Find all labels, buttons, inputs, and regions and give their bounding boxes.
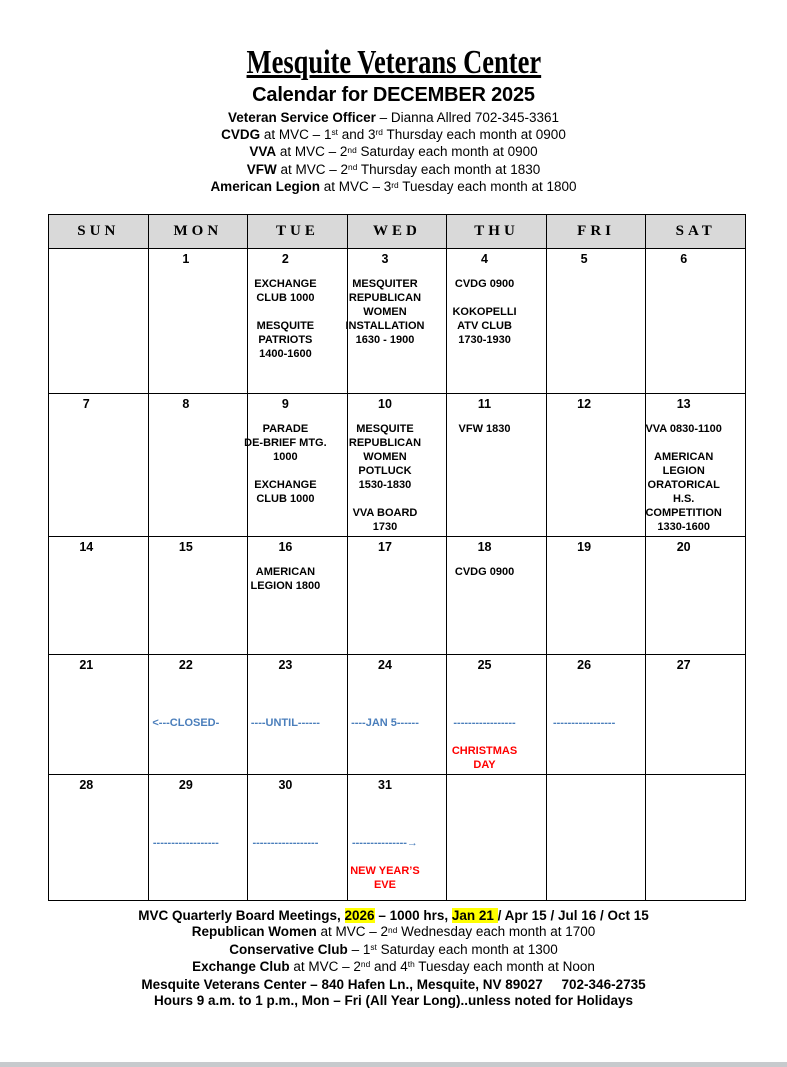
day-cell-17 bbox=[347, 536, 447, 654]
text-segment: CVDG bbox=[221, 126, 261, 142]
event-block bbox=[645, 450, 721, 534]
text-segment: – Dianna Allred 702-345-3361 bbox=[375, 110, 559, 126]
event-line: CVDG 0900 bbox=[454, 565, 515, 578]
calendar-week-row-2 bbox=[49, 393, 746, 536]
event-line: CVDG 0900 bbox=[454, 277, 515, 290]
event-line: MESQUITE bbox=[256, 319, 315, 332]
day-events bbox=[436, 277, 533, 347]
day-number: 7 bbox=[82, 396, 90, 411]
text-segment: Thursday each month at 1830 bbox=[357, 161, 541, 177]
event-line: PARADE bbox=[262, 422, 309, 435]
day-cell-26 bbox=[546, 654, 646, 774]
day-events bbox=[237, 803, 334, 850]
day-events bbox=[436, 683, 533, 772]
day-number: 6 bbox=[680, 251, 688, 266]
text-segment: Tuesday each month at 1800 bbox=[398, 179, 577, 195]
day-number: 16 bbox=[278, 539, 293, 554]
calendar-page bbox=[0, 44, 787, 1009]
text-segment: Republican Women bbox=[191, 924, 317, 940]
day-number: 17 bbox=[378, 539, 392, 554]
day-cell-3 bbox=[347, 248, 447, 393]
day-cell-19 bbox=[546, 536, 646, 654]
event-block bbox=[257, 319, 314, 361]
day-events bbox=[337, 803, 434, 892]
day-cell-22 bbox=[148, 654, 248, 774]
event-line: AMERICAN bbox=[654, 450, 714, 463]
day-cell-12 bbox=[546, 393, 646, 536]
event-block bbox=[645, 422, 721, 436]
text-segment: rd bbox=[391, 179, 399, 190]
day-cell-6 bbox=[646, 248, 746, 393]
weekday-header-mon: MON bbox=[148, 214, 248, 248]
day-number: 21 bbox=[79, 657, 94, 672]
text-segment: at MVC – 2 bbox=[276, 144, 348, 160]
event-block bbox=[244, 422, 327, 464]
event-line: REPUBLICAN bbox=[348, 291, 422, 304]
event-line: 1530-1830 bbox=[358, 478, 412, 491]
text-segment: st bbox=[370, 941, 377, 952]
exchange-club-schedule-line bbox=[0, 959, 787, 976]
empty-day-cell bbox=[49, 248, 149, 393]
event-block bbox=[452, 305, 516, 347]
vfw-schedule-line bbox=[0, 162, 787, 180]
text-segment: nd bbox=[347, 144, 357, 155]
day-cell-15 bbox=[148, 536, 248, 654]
event-line: LEGION bbox=[662, 464, 705, 477]
event-block bbox=[254, 478, 316, 506]
day-number: 28 bbox=[79, 777, 94, 792]
event-line: MESQUITER bbox=[352, 277, 418, 290]
event-block bbox=[455, 565, 514, 579]
event-line: 1400-1600 bbox=[259, 347, 312, 360]
text-segment: Exchange Club bbox=[192, 959, 290, 975]
text-segment: Thursday each month at 0900 bbox=[382, 126, 566, 142]
day-events bbox=[436, 565, 533, 579]
text-segment: Saturday each month at 0900 bbox=[356, 144, 538, 160]
text-segment: at MVC – 3 bbox=[319, 179, 392, 195]
day-number: 18 bbox=[477, 539, 492, 554]
text-segment: at MVC – 2 bbox=[276, 161, 349, 177]
calendar-body bbox=[49, 248, 746, 900]
day-cell-20 bbox=[646, 536, 746, 654]
day-number: 8 bbox=[182, 396, 190, 411]
text-segment: VFW bbox=[246, 161, 277, 177]
text-segment: Veteran Service Officer bbox=[228, 110, 376, 126]
highlighted-text: Jan 21 bbox=[451, 907, 498, 923]
day-number: 15 bbox=[178, 539, 193, 554]
day-cell-25 bbox=[447, 654, 547, 774]
day-number: 27 bbox=[676, 657, 691, 672]
calendar-week-row-3 bbox=[49, 536, 746, 654]
weekday-header-sat: SAT bbox=[646, 214, 746, 248]
day-number: 30 bbox=[278, 777, 293, 792]
text-segment: VVA bbox=[249, 144, 277, 160]
event-block bbox=[553, 716, 615, 730]
event-line: KOKOPELLI bbox=[452, 305, 517, 318]
weekday-header-fri: FRI bbox=[546, 214, 646, 248]
day-cell-8 bbox=[148, 393, 248, 536]
quarterly-board-meetings-line bbox=[0, 908, 787, 924]
day-cell-5 bbox=[546, 248, 646, 393]
calendar-week-row-4 bbox=[49, 654, 746, 774]
header-info-lines bbox=[0, 110, 787, 197]
text-segment: and 3 bbox=[337, 126, 376, 142]
event-line: VVA BOARD bbox=[352, 506, 418, 519]
day-number: 29 bbox=[178, 777, 193, 792]
event-block bbox=[251, 565, 321, 593]
day-events bbox=[536, 683, 633, 730]
event-block bbox=[254, 277, 316, 305]
text-segment: st bbox=[331, 127, 338, 138]
event-line: 1630 - 1900 bbox=[355, 333, 415, 346]
event-line: CHRISTMAS bbox=[451, 744, 518, 757]
day-events bbox=[237, 683, 334, 730]
day-number: 12 bbox=[577, 396, 592, 411]
day-cell-29 bbox=[148, 774, 248, 900]
event-line: NEW YEAR’S bbox=[350, 864, 420, 877]
event-line: DAY bbox=[473, 758, 496, 771]
text-segment: Tuesday each month at Noon bbox=[414, 959, 595, 975]
day-number: 9 bbox=[281, 396, 289, 411]
text-segment: Wednesday each month at 1700 bbox=[397, 924, 596, 940]
event-line: ---------------→ bbox=[351, 836, 418, 849]
text-segment: MVC Quarterly Board Meetings, bbox=[138, 907, 345, 923]
calendar-week-row-1 bbox=[49, 248, 746, 393]
weekday-header-tue: TUE bbox=[248, 214, 348, 248]
day-cell-27 bbox=[646, 654, 746, 774]
weekday-header-thu: THU bbox=[447, 214, 547, 248]
event-block bbox=[252, 836, 318, 850]
event-line: DE-BRIEF MTG. bbox=[244, 436, 327, 449]
event-block bbox=[452, 744, 517, 772]
address-phone-line bbox=[0, 977, 787, 993]
day-events bbox=[337, 683, 434, 730]
event-block bbox=[251, 716, 320, 730]
page-subtitle: Calendar for DECEMBER 2025 bbox=[252, 84, 535, 107]
event-line: MESQUITE bbox=[356, 422, 414, 435]
day-cell-13 bbox=[646, 393, 746, 536]
event-line: POTLUCK bbox=[358, 464, 412, 477]
day-cell-30 bbox=[248, 774, 348, 900]
day-events bbox=[138, 683, 235, 730]
text-segment: – 1 bbox=[347, 941, 371, 957]
event-line: EXCHANGE bbox=[254, 277, 317, 290]
event-block bbox=[153, 836, 219, 850]
day-cell-18 bbox=[447, 536, 547, 654]
text-segment: Hours 9 a.m. to 1 p.m., Mon – Fri (All Year Long)..unless noted for Holidays bbox=[153, 992, 634, 1008]
calendar-week-row-5 bbox=[49, 774, 746, 900]
event-line: 1000 bbox=[273, 450, 298, 463]
text-segment: / Apr 15 / Jul 16 / Oct 15 bbox=[497, 907, 649, 923]
day-number: 31 bbox=[378, 777, 392, 792]
text-segment: at MVC – 1 bbox=[260, 126, 332, 142]
text-segment: rd bbox=[375, 127, 383, 138]
day-cell-1 bbox=[148, 248, 248, 393]
event-block bbox=[455, 277, 514, 291]
day-number: 26 bbox=[577, 657, 592, 672]
text-segment: American Legion bbox=[210, 179, 320, 195]
day-number: 25 bbox=[477, 657, 492, 672]
text-segment: th bbox=[407, 959, 415, 970]
event-line: LEGION 1800 bbox=[250, 579, 321, 592]
event-line: REPUBLICAN bbox=[348, 436, 422, 449]
event-line: ATV CLUB bbox=[457, 319, 512, 332]
text-segment: nd bbox=[388, 924, 398, 935]
event-block bbox=[351, 716, 419, 730]
day-events bbox=[337, 277, 434, 347]
day-number: 22 bbox=[178, 657, 193, 672]
day-cell-31 bbox=[347, 774, 447, 900]
event-line: ----JAN 5------ bbox=[351, 716, 419, 729]
day-events bbox=[436, 422, 533, 436]
day-number: 23 bbox=[278, 657, 293, 672]
hours-line bbox=[0, 993, 787, 1009]
day-cell-28 bbox=[49, 774, 149, 900]
text-segment: and 4 bbox=[370, 959, 408, 975]
event-line: AMERICAN bbox=[255, 565, 316, 578]
day-cell-16 bbox=[248, 536, 348, 654]
event-block bbox=[459, 422, 511, 436]
empty-day-cell bbox=[646, 774, 746, 900]
event-block bbox=[349, 422, 421, 492]
weekday-header-sun: SUN bbox=[49, 214, 149, 248]
empty-day-cell bbox=[447, 774, 547, 900]
day-cell-24 bbox=[347, 654, 447, 774]
event-block bbox=[345, 277, 424, 347]
day-cell-2 bbox=[248, 248, 348, 393]
cvdg-schedule-line bbox=[0, 127, 787, 145]
day-number: 10 bbox=[378, 396, 392, 411]
text-segment: – 1000 hrs, bbox=[374, 907, 452, 923]
text-segment: at MVC – 2 bbox=[289, 959, 361, 975]
day-events bbox=[237, 565, 334, 593]
event-line: <---CLOSED- bbox=[152, 716, 220, 729]
day-number: 1 bbox=[182, 251, 190, 266]
event-line: CLUB 1000 bbox=[256, 291, 315, 304]
day-events bbox=[635, 422, 732, 534]
day-events bbox=[337, 422, 434, 534]
day-cell-10 bbox=[347, 393, 447, 536]
text-segment: Mesquite Veterans Center – 840 Hafen Ln., Mesquite, NV 89027 702-346-2735 bbox=[141, 976, 646, 992]
republican-women-schedule-line bbox=[0, 924, 787, 941]
empty-day-cell bbox=[546, 774, 646, 900]
event-line: ----UNTIL------ bbox=[250, 716, 320, 729]
footer-lines bbox=[0, 908, 787, 1009]
event-block bbox=[453, 716, 515, 730]
conservative-club-schedule-line bbox=[0, 942, 787, 959]
day-number: 19 bbox=[577, 539, 592, 554]
highlighted-text: 2026 bbox=[344, 907, 375, 923]
event-line: WOMEN bbox=[363, 305, 407, 318]
day-number: 20 bbox=[676, 539, 691, 554]
day-cell-4 bbox=[447, 248, 547, 393]
weekday-header-wed: WED bbox=[347, 214, 447, 248]
event-line: EVE bbox=[373, 878, 396, 891]
event-line: ------------------ bbox=[252, 836, 319, 849]
event-line: 1730 bbox=[372, 520, 398, 533]
event-line: VFW 1830 bbox=[458, 422, 511, 435]
event-line: 1330-1600 bbox=[657, 520, 710, 533]
day-number: 14 bbox=[79, 539, 94, 554]
text-segment: Saturday each month at 1300 bbox=[376, 941, 558, 957]
event-line: ----------------- bbox=[552, 716, 616, 729]
event-line: PATRIOTS bbox=[258, 333, 313, 346]
day-number: 4 bbox=[481, 251, 488, 266]
event-block bbox=[352, 836, 418, 850]
american-legion-schedule-line bbox=[0, 179, 787, 197]
day-number: 13 bbox=[676, 396, 691, 411]
page-bottom-edge bbox=[0, 1062, 787, 1067]
event-line: ------------------ bbox=[152, 836, 219, 849]
event-line: INSTALLATION bbox=[345, 319, 425, 332]
day-events bbox=[237, 277, 334, 361]
day-cell-21 bbox=[49, 654, 149, 774]
day-number: 3 bbox=[381, 251, 389, 266]
event-block bbox=[152, 716, 219, 730]
day-number: 11 bbox=[477, 396, 492, 411]
text-segment: Conservative Club bbox=[229, 941, 348, 957]
text-segment: at MVC – 2 bbox=[316, 924, 389, 940]
veteran-service-officer-line bbox=[0, 110, 787, 127]
calendar-table bbox=[48, 214, 746, 901]
title-wrap bbox=[0, 44, 787, 81]
event-block bbox=[350, 864, 419, 892]
day-cell-9 bbox=[244, 393, 348, 536]
day-cell-23 bbox=[248, 654, 348, 774]
event-line: ORATORICAL bbox=[647, 478, 720, 491]
event-line: 1730-1930 bbox=[458, 333, 511, 346]
day-number: 24 bbox=[378, 657, 392, 672]
day-number: 2 bbox=[281, 251, 289, 266]
page-title: Mesquite Veterans Center bbox=[246, 44, 541, 81]
text-segment: nd bbox=[348, 162, 358, 173]
day-events bbox=[138, 803, 235, 850]
day-events bbox=[237, 422, 334, 506]
event-line: COMPETITION bbox=[645, 506, 722, 519]
event-line: ----------------- bbox=[453, 716, 516, 729]
event-line: EXCHANGE bbox=[254, 478, 317, 491]
day-cell-7 bbox=[49, 393, 149, 536]
calendar-weekday-row bbox=[49, 214, 746, 248]
event-line: CLUB 1000 bbox=[256, 492, 315, 505]
event-block bbox=[353, 506, 418, 534]
day-number: 5 bbox=[580, 251, 588, 266]
event-line: VVA 0830-1100 bbox=[645, 422, 722, 435]
event-line: H.S. bbox=[672, 492, 695, 505]
text-segment: nd bbox=[360, 959, 371, 970]
event-line: WOMEN bbox=[363, 450, 407, 463]
day-cell-14 bbox=[49, 536, 149, 654]
day-cell-11 bbox=[447, 393, 547, 536]
vva-schedule-line bbox=[0, 144, 787, 162]
